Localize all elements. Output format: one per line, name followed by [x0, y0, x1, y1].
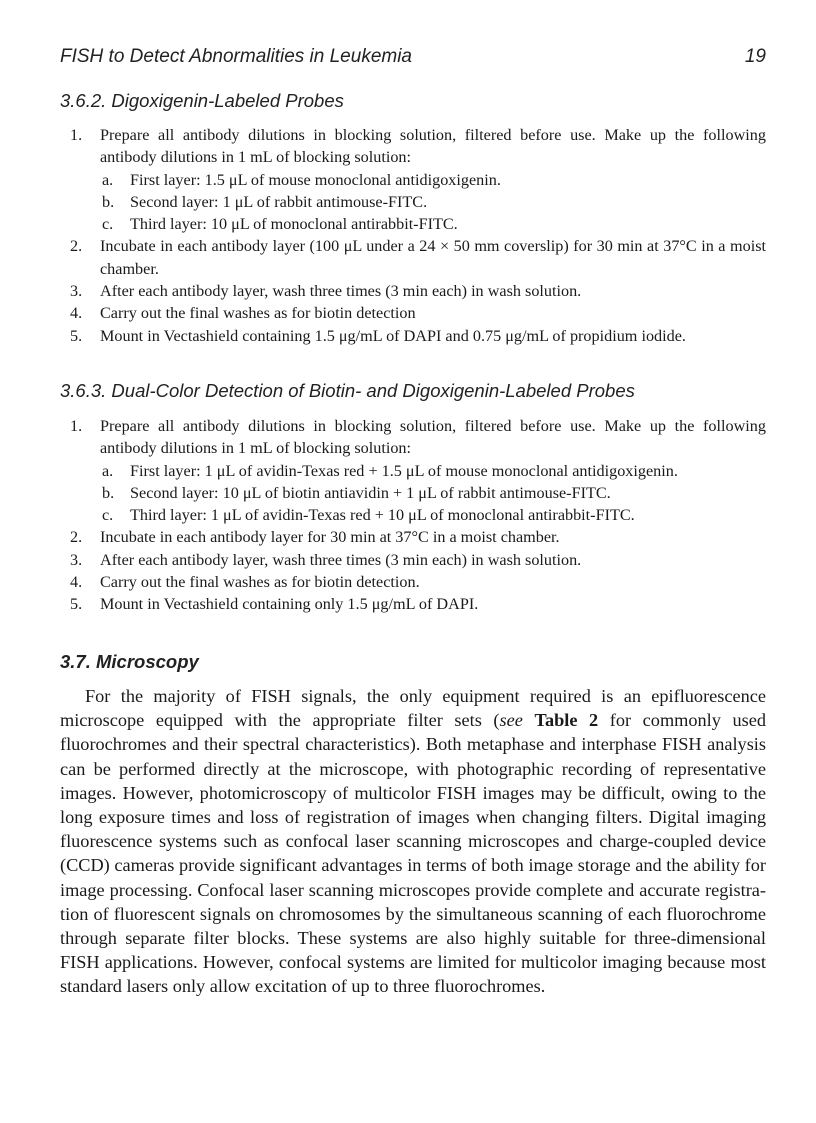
- list-item: 2. Incubate in each antibody layer (100 μL under a 24 × 50 mm coverslip) for 30 min at 37°C in a moist chamber.: [70, 237, 766, 278]
- see-italic: see: [499, 710, 523, 731]
- list-item: 4. Carry out the final washes as for biotin detection: [70, 304, 416, 323]
- list-item: c. Third layer: 1 μL of avidin-Texas red + 10 μL of monoclonal antirabbit-FITC.: [102, 506, 635, 525]
- list-item: a. First layer: 1.5 μL of mouse monoclonal antidigoxigenin.: [102, 170, 501, 189]
- list-item: 1. Prepare all antibody dilutions in blocking solution, filtered before use. Make up the following antibody dilutions in 1 mL of blocking solution:: [70, 417, 766, 458]
- list-item: 3. After each antibody layer, wash three times (3 min each) in wash solution.: [70, 550, 582, 569]
- section-heading-3-6-3: 3.6.3. Dual-Color Detection of Biotin- and Digoxigenin-Labeled Probes: [60, 380, 635, 401]
- steps-list-3-6-2: [60, 124, 766, 347]
- list-item: b. Second layer: 1 μL of rabbit antimouse-FITC.: [102, 192, 428, 211]
- list-item: 1. Prepare all antibody dilutions in blocking solution, filtered before use. Make up the following antibody dilutions in 1 mL of blocking solution:: [70, 126, 766, 167]
- list-item: c. Third layer: 10 μL of monoclonal antirabbit-FITC.: [102, 215, 458, 234]
- list-item: a. First layer: 1 μL of avidin-Texas red + 1.5 μL of mouse monoclonal antidigoxigenin.: [102, 461, 678, 480]
- list-item: 3. After each antibody layer, wash three times (3 min each) in wash solution.: [70, 282, 582, 301]
- section-heading-3-7: 3.7. Microscopy: [60, 651, 199, 672]
- steps-list-3-6-3: [60, 415, 766, 616]
- table-2-reference: Table 2: [534, 710, 599, 731]
- list-item: b. Second layer: 10 μL of biotin antiavidin + 1 μL of rabbit antimouse-FITC.: [102, 483, 611, 502]
- section-heading-3-6-2: 3.6.2. Digoxigenin-Labeled Probes: [60, 90, 344, 111]
- list-item: 2. Incubate in each antibody layer for 30 min at 37°C in a moist chamber.: [70, 528, 560, 547]
- list-item: 5. Mount in Vectashield containing only 1.5 μg/mL of DAPI.: [70, 595, 479, 614]
- list-item: 4. Carry out the final washes as for biotin detection.: [70, 573, 420, 592]
- page-number: 19: [744, 46, 766, 67]
- list-item: 5. Mount in Vectashield containing 1.5 μg/mL of DAPI and 0.75 μg/mL of propidium iodide.: [70, 326, 686, 345]
- running-header: [60, 46, 766, 68]
- microscopy-paragraph: For the majority of FISH signals, the only equipment required is an epifluorescence microscope equipped with the appropriate filter sets (see Table 2 for commonly used fluorochromes and their spectral characteristics). Both metaphase and interphase FISH analysis can be performed directly at the microscope, with photographic recording of representative images. However, photomicroscopy of multicolor FISH images may be difficult, owing to the long exposure times and loss of registration of images when changing filters. Digital imaging fluorescence systems such as confocal laser scanning microscopes and charge-coupled device (CCD) cameras provide significant advantages in terms of both image storage and the ability for image processing. Confocal laser scanning microscopes provide complete and accurate registration of fluorescent signals on chromosomes by the simultaneous scanning of each fluorochrome through separate filter blocks. These systems are also highly suitable for three-dimensional FISH applications. However, confocal systems are limited for multicolor imaging because most standard lasers only allow excitation of up to three fluorochromes.: [60, 686, 766, 997]
- running-title: FISH to Detect Abnormalities in Leukemia: [60, 46, 413, 67]
